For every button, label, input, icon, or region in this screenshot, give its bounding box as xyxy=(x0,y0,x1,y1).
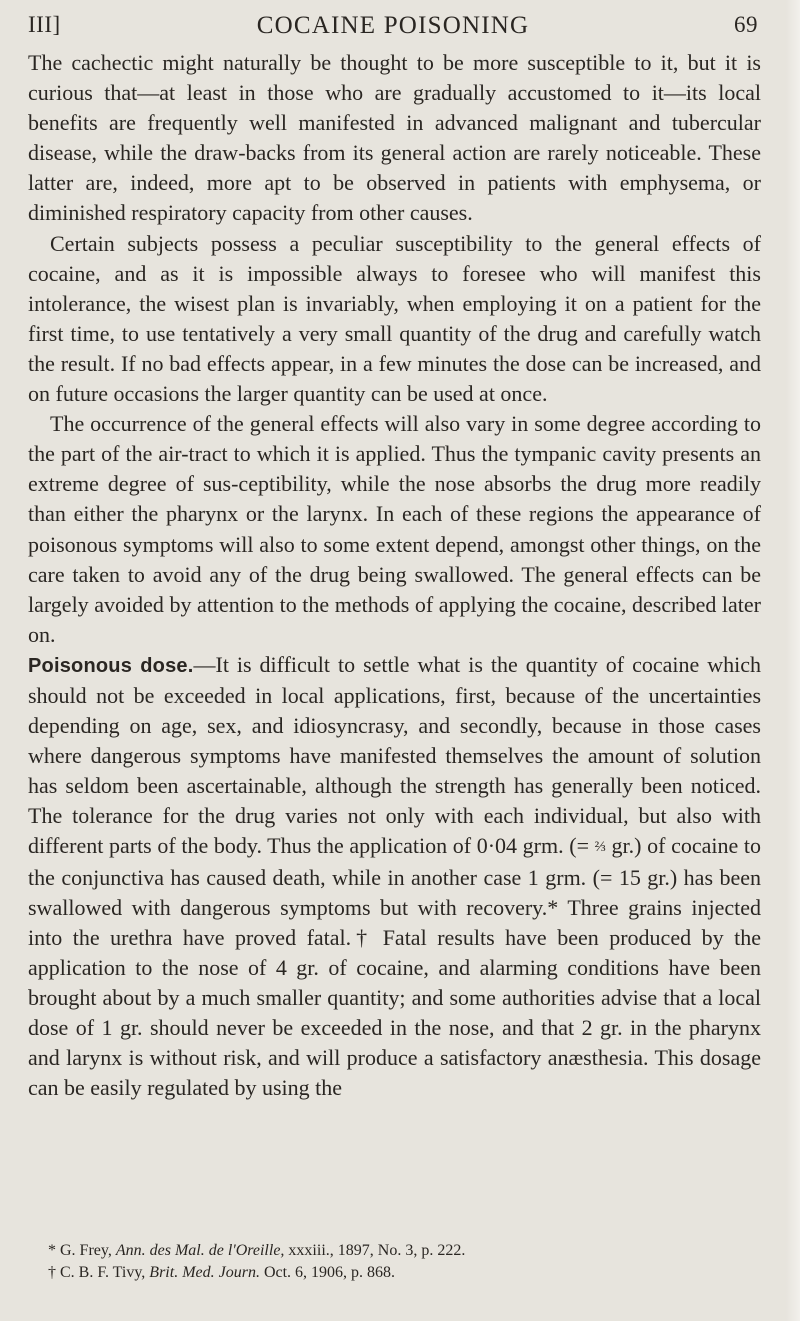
running-title: COCAINE POISONING xyxy=(256,12,530,39)
paragraph-text-a: —It is difficult to settle what is the quantity of cocaine which should not be exceeded in local applications, first, because of the uncertainties depending on age, sex, and idiosyncrasy, and secondly, because in those cases where dangerous symptoms have manifested themselves the amount of solution has seldom been ascertainable, although the strength has generally been noticed. The tolerance for the drug varies not only with each individual, but also with different parts of the body. Thus the application of 0·04 grm. (= xyxy=(28,651,761,859)
paragraph-poisonous-dose xyxy=(28,650,761,1103)
fraction-two-thirds: ⅔ xyxy=(594,839,606,856)
chapter-number: III] xyxy=(28,12,61,37)
footnote-1-source: Ann. des Mal. de l'Oreille, xyxy=(115,1242,285,1259)
section-heading-poisonous-dose: Poisonous dose. xyxy=(28,654,194,677)
footnotes xyxy=(48,1240,758,1284)
footnote-2-ref: Oct. 6, 1906, p. 868. xyxy=(259,1264,396,1281)
running-header xyxy=(28,8,758,48)
footnote-1-ref: xxxiii., 1897, No. 3, p. 222. xyxy=(284,1242,466,1259)
page-number: 69 xyxy=(734,12,758,37)
footnote-2-author: † C. B. F. Tivy, xyxy=(48,1264,150,1281)
paragraph-air-tract: The occurrence of the general effects will also vary in some degree according to the part of the air-tract to which it is applied. Thus the tympanic cavity presents an extreme degree of sus-ceptibility, while the nose absorbs the drug more readily than either the pharynx or the larynx. In each of these regions the appearance of poisonous symptoms will also to some extent depend, amongst other things, on the care taken to avoid any of the drug being swallowed. The general effects can be largely avoided by attention to the methods of applying the cocaine, described later on. xyxy=(28,411,761,647)
paragraph-cachectic: The cachectic might naturally be thought to be more susceptible to it, but it is curious that—at least in those who are gradually accustomed to it—its local benefits are frequently well manifested in advanced malignant and tubercular disease, while the draw-backs from its general action are rarely noticeable. These latter are, indeed, more apt to be observed in patients with emphysema, or diminished respiratory capacity from other causes. xyxy=(28,50,761,226)
footnote-1 xyxy=(48,1240,758,1262)
paragraph-text-b: gr.) of cocaine to the conjunctiva has caused death, while in another case 1 grm. (= 15 gr.) has been swallowed with dangerous symptoms but with recovery.* Three grains injected into the urethra have proved fatal.† Fatal results have been produced by the application to the nose of 4 gr. of cocaine, and alarming conditions have been brought about by a much smaller quantity; and some authorities advise that a local dose of 1 gr. should never be exceeded in the nose, and that 2 gr. in the pharynx and larynx is without risk, and will produce a satisfactory anæsthesia. This dosage can be easily regulated by using the xyxy=(28,833,761,1101)
footnote-2 xyxy=(48,1262,758,1284)
footnote-1-author: * G. Frey, xyxy=(48,1242,116,1259)
body-text xyxy=(28,48,761,1103)
paragraph-susceptibility: Certain subjects possess a peculiar susceptibility to the general effects of cocaine, and as it is impossible always to foresee who will manifest this intolerance, the wisest plan is invariably, when employing it on a patient for the first time, to use tentatively a very small quantity of the drug and carefully watch the result. If no bad effects appear, in a few minutes the dose can be increased, and on future occasions the larger quantity can be used at once. xyxy=(28,230,761,407)
page-edge xyxy=(786,0,800,1321)
footnote-2-source: Brit. Med. Journ. xyxy=(149,1264,260,1281)
